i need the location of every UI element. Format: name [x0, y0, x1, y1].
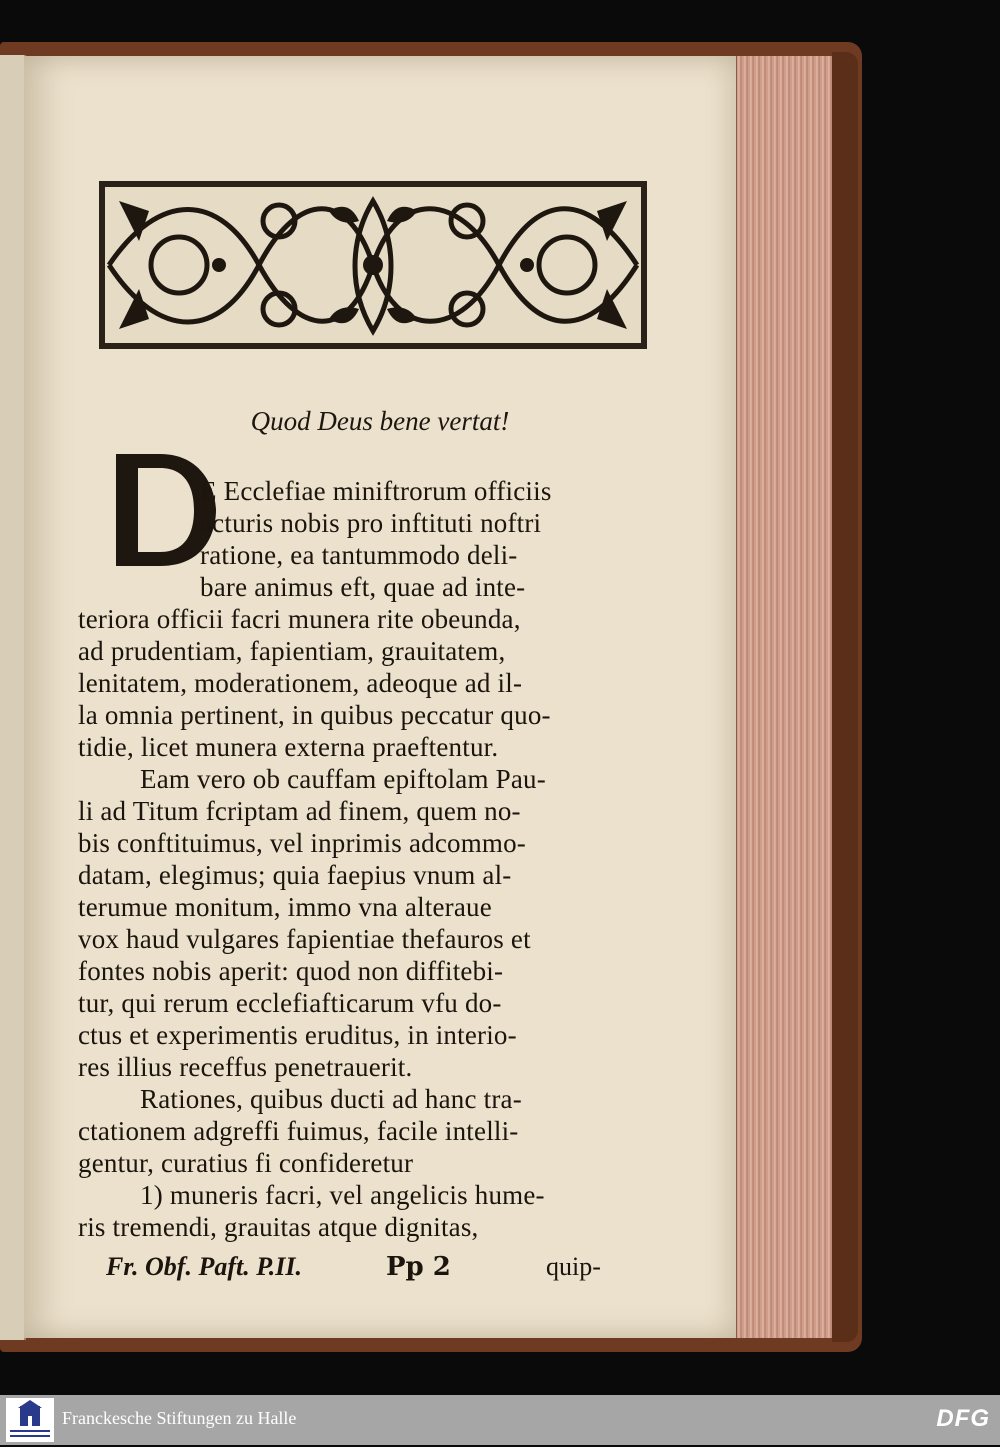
text-line: vox haud vulgares fapientiae thefauros et: [78, 924, 531, 954]
institution-name: Franckesche Stiftungen zu Halle: [62, 1408, 297, 1428]
ornamental-headpiece: [99, 181, 647, 349]
text-line: tur, qui rerum ecclefiafticarum vfu do-: [78, 988, 502, 1018]
text-line: ris tremendi, grauitas atque dignitas,: [78, 1212, 479, 1242]
text-line: li ad Titum fcriptam ad finem, quem no-: [78, 796, 521, 826]
text-line: bis conftituimus, vel inprimis adcommo-: [78, 828, 527, 858]
page-block-edge: [736, 56, 833, 1338]
text-line: tidie, licet munera externa praeftentur.: [78, 732, 499, 762]
svg-text:D: D: [164, 524, 169, 530]
dfg-logo[interactable]: DFG: [936, 1405, 990, 1432]
text-line: ratione, ea tantummodo deli-: [200, 540, 518, 570]
signature-note: Fr. Obf. Paft. P.II.: [106, 1252, 302, 1281]
text-line: E Ecclefiae miniftrorum officiis: [200, 476, 552, 506]
text-line: ctus et experimentis eruditus, in interio-: [78, 1020, 517, 1050]
text-line: res illius receffus penetrauerit.: [78, 1052, 413, 1082]
text-line: teriora officii facri munera rite obeunda,: [78, 604, 521, 634]
institution-logo[interactable]: [6, 1398, 54, 1442]
text-line: ctationem adgreffi fuimus, facile intelli-: [78, 1116, 519, 1146]
text-line: terumue monitum, immo vna alteraue: [78, 892, 492, 922]
facing-page-edge: [0, 55, 26, 1340]
building-icon: [6, 1398, 54, 1442]
catchword: quip-: [546, 1252, 601, 1281]
cover-edge: [832, 52, 858, 1342]
text-line: datam, elegimus; quia faepius vnum al-: [78, 860, 512, 890]
book-page: [24, 56, 736, 1338]
institution-bar: [0, 1395, 1000, 1445]
text-line: 1) muneris facri, vel angelicis hume-: [140, 1180, 545, 1210]
signature-mark: Pp 2: [386, 1252, 451, 1282]
text-line: fontes nobis aperit: quod non diffitebi-: [78, 956, 504, 986]
text-line: Eam vero ob cauffam epiftolam Pau-: [140, 764, 546, 794]
page-heading: Quod Deus bene vertat!: [250, 406, 510, 436]
text-line: ad prudentiam, fapientiam, grauitatem,: [78, 636, 506, 666]
text-line: acturis nobis pro inftituti noftri: [200, 508, 542, 538]
text-line: bare animus eft, quae ad inte-: [200, 572, 526, 602]
text-line: lenitatem, moderationem, adeoque ad il-: [78, 668, 523, 698]
text-line: Rationes, quibus ducti ad hanc tra-: [140, 1084, 522, 1114]
text-line: la omnia pertinent, in quibus peccatur quo-: [78, 700, 551, 730]
text-line: gentur, curatius fi confideretur: [78, 1148, 414, 1178]
